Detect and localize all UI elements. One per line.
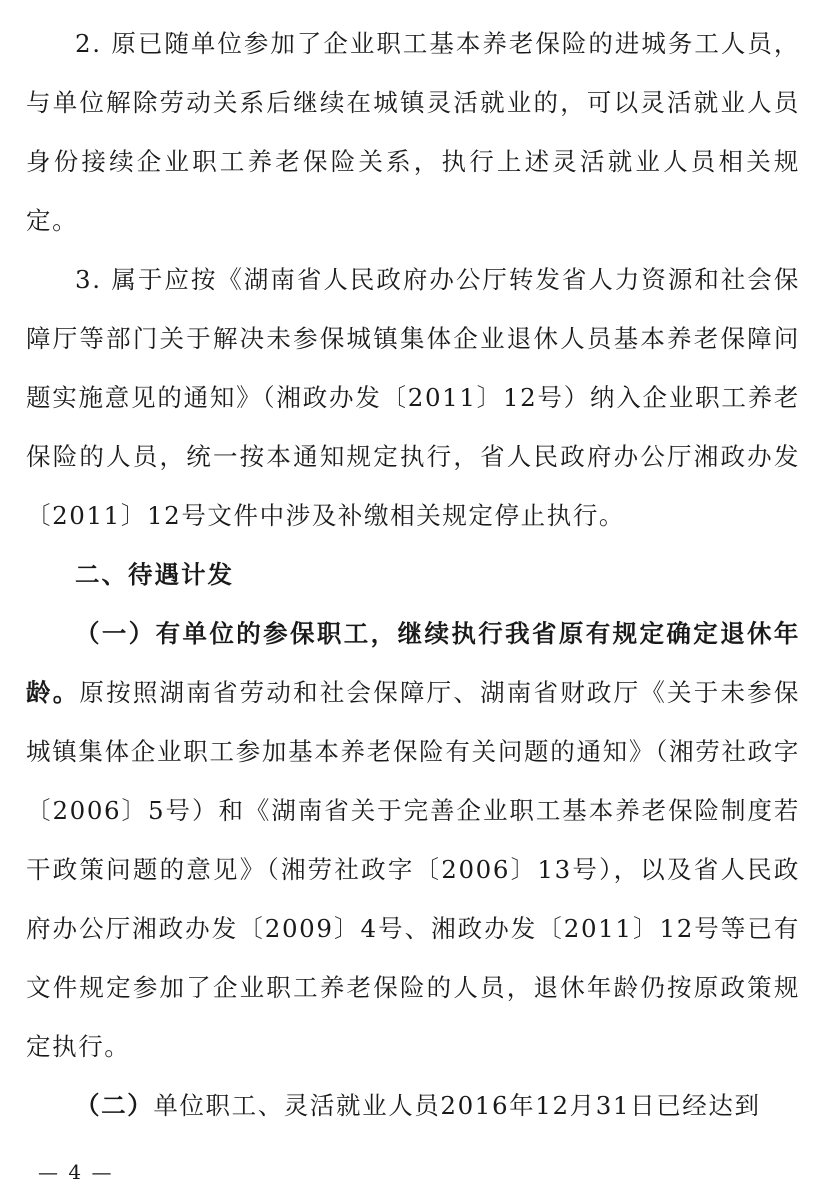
paragraph-text: 3. 属于应按《湖南省人民政府办公厅转发省人力资源和社会保障厅等部门关于解决未参保城镇集体企业退休人员基本养老保障问题实施意见的通知》（湘政办发〔2011〕12号）纳入企业职工养老保险的人员，统一按本通知规定执行，省人民政府办公厅湘政办发〔2011〕12号文件中涉及补缴相关规定停止执行。	[26, 265, 800, 530]
paragraph-item-2	[26, 14, 800, 250]
section-heading-benefits	[26, 545, 800, 604]
paragraph-item-3	[26, 250, 800, 545]
section-heading-text: 二、待遇计发	[75, 560, 234, 589]
paragraph-clause-2	[26, 1076, 800, 1135]
page-number: — 4 —	[38, 1160, 114, 1184]
clause-lead-text: （二）	[75, 1091, 154, 1120]
document-body	[26, 14, 800, 1135]
paragraph-clause-1	[26, 604, 800, 1076]
paragraph-text: 2. 原已随单位参加了企业职工基本养老保险的进城务工人员，与单位解除劳动关系后继续在城镇灵活就业的，可以灵活就业人员身份接续企业职工养老保险关系，执行上述灵活就业人员相关规定。	[26, 29, 800, 235]
paragraph-text: 单位职工、灵活就业人员2016年12月31日已经达到	[153, 1091, 761, 1120]
clause-lead-text: （一）有单位的参保职工，继续执行我省原有规定确定退休年龄。	[26, 619, 800, 707]
paragraph-text: 原按照湖南省劳动和社会保障厅、湖南省财政厅《关于未参保城镇集体企业职工参加基本养老保险有关问题的通知》（湘劳社政字〔2006〕5号）和《湖南省关于完善企业职工基本养老保险制度若干政策问题的意见》（湘劳社政字〔2006〕13号），以及省人民政府办公厅湘政办发〔2009〕4号、湘政办发〔2011〕12号等已有文件规定参加了企业职工养老保险的人员，退休年龄仍按原政策规定执行。	[26, 678, 800, 1061]
